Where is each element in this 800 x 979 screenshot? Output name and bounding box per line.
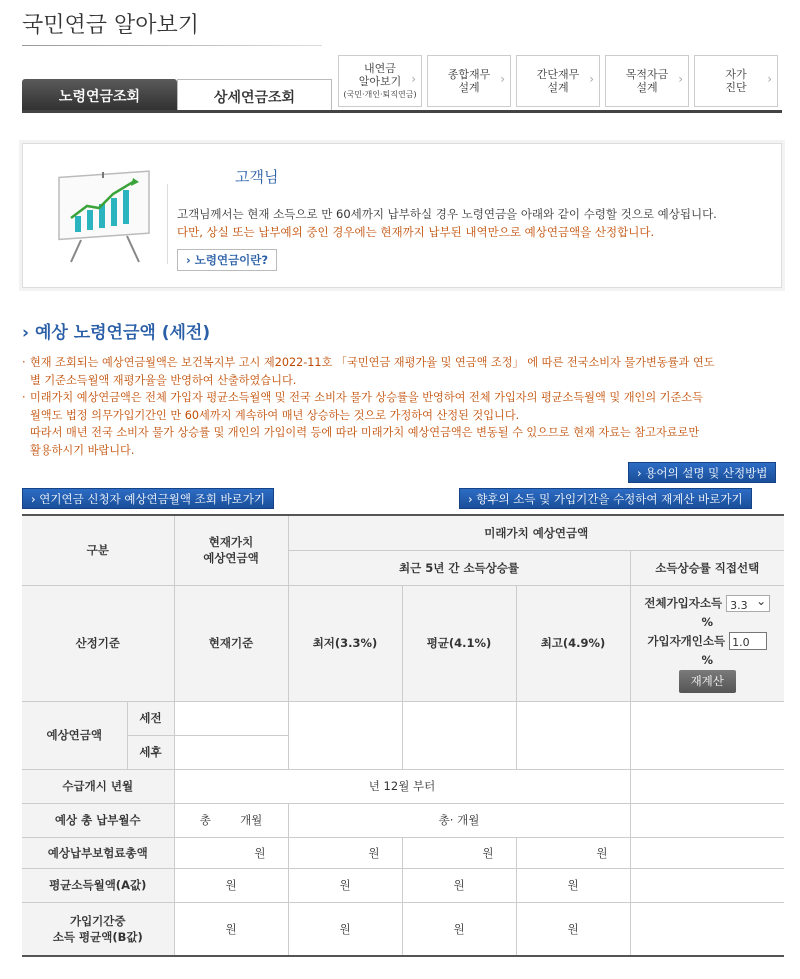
- subtab-label: 자가: [725, 68, 747, 81]
- header-current-basis: 현재기준: [174, 585, 288, 701]
- row-label-text: 가입기간중: [69, 913, 126, 928]
- note-item: · 미래가치 예상연금액은 전체 가입자 평균소득월액 및 전국 소비자 물가 상승률을 반영하여 전체 가입자의 평균소득월액 및 개인의 기준소득: [22, 389, 784, 407]
- header-category: 구분: [22, 515, 174, 585]
- row-start-date: 수급개시 년월: [22, 769, 174, 803]
- subtab-label: 간단재무: [536, 68, 580, 81]
- customer-name: 고객님: [235, 168, 279, 186]
- deferred-pension-link-button[interactable]: › 연기연금 신청자 예상연금월액 조회 바로가기: [22, 488, 274, 509]
- cell: [402, 701, 516, 769]
- cell-text: 총: [199, 813, 211, 827]
- recalculate-button[interactable]: 재계산: [679, 670, 736, 693]
- customer-info-box: [22, 143, 782, 288]
- all-subscriber-income-label: 전체가입자소득: [644, 595, 723, 610]
- months-current: [174, 803, 288, 837]
- cell: 원: [288, 837, 402, 868]
- personal-income-rate-input[interactable]: 1.0: [729, 632, 767, 650]
- cell: [288, 701, 402, 769]
- section-title: [22, 318, 210, 343]
- percent-label: %: [701, 614, 714, 629]
- direct-select-panel: [630, 585, 784, 701]
- subtab-self-diagnosis[interactable]: [694, 55, 778, 107]
- cell: [516, 701, 630, 769]
- subtab-my-pension[interactable]: [338, 55, 422, 107]
- cell: [630, 837, 784, 868]
- info-warning: 다만, 상실 또는 납부예외 중인 경우에는 현재까지 납부된 내역만으로 예상연금액을 산정합니다.: [177, 225, 655, 239]
- pension-table: [22, 514, 784, 957]
- what-is-pension-button[interactable]: › 노령연금이란?: [177, 249, 277, 271]
- cell: [174, 701, 288, 735]
- info-text: 고객님께서는 현재 소득으로 만 60세까지 납부하실 경우 노령연금을 아래와 같이 수령할 것으로 예상됩니다.: [177, 207, 717, 221]
- header-basis: 산정기준: [22, 585, 174, 701]
- row-total-premium: 예상납부보험료총액: [22, 837, 174, 868]
- subtab-label: 목적자금: [625, 68, 669, 81]
- chevron-right-icon: ›: [500, 72, 505, 86]
- row-avg-income-b: [22, 902, 174, 956]
- header-current-value: [174, 515, 288, 585]
- months-future: 총· 개월: [288, 803, 630, 837]
- chevron-right-icon: ›: [678, 72, 683, 86]
- tab-detailed-pension[interactable]: 상세연금조회: [177, 79, 332, 113]
- subtab-label: 설계: [636, 81, 658, 94]
- chart-board-icon: [51, 164, 161, 264]
- chevron-right-icon: ›: [767, 72, 772, 86]
- row-label-text: 소득 평균액(B값): [52, 929, 143, 944]
- cell: 원: [516, 902, 630, 956]
- cell: [174, 735, 288, 769]
- tab-bar: [22, 55, 782, 113]
- note-item-cont: 따라서 매년 전국 소비자 물가 상승률 및 개인의 가입이력 등에 따라 미래가치 예상연금액은 변동될 수 있으므로 현재 자료는 참고자료로만: [30, 426, 700, 439]
- subtab-label: 내연금: [364, 61, 396, 75]
- cell: [630, 868, 784, 902]
- section-title-text: 예상 노령연금액 (세전): [34, 323, 211, 343]
- cell-text: 개월: [240, 813, 263, 827]
- cell: 원: [288, 868, 402, 902]
- start-date-value: 년 12월 부터: [174, 769, 630, 803]
- header-future-value: 미래가치 예상연금액: [288, 515, 784, 550]
- row-aftertax: 세후: [127, 735, 174, 769]
- cell: 원: [402, 868, 516, 902]
- tab-underline: [22, 110, 782, 113]
- cell: [630, 803, 784, 837]
- row-expected-pension: 예상연금액: [22, 701, 127, 769]
- cell: 원: [174, 837, 288, 868]
- note-item-cont: 별 기준소득월액 재평가율을 반영하여 산출하였습니다.: [30, 373, 297, 387]
- personal-income-label: 가입자개인소득: [647, 633, 726, 648]
- cell: 원: [174, 902, 288, 956]
- header-recent-income-rate: 최근 5년 간 소득상승률: [288, 550, 630, 585]
- subtab-label: 알아보기: [358, 74, 402, 88]
- cell: 원: [516, 868, 630, 902]
- row-total-months: 예상 총 납부월수: [22, 803, 174, 837]
- header-low: 최저(3.3%): [288, 585, 402, 701]
- subtab-label: 설계: [547, 81, 569, 94]
- cell: [630, 769, 784, 803]
- page-title: 국민연금 알아보기: [22, 13, 200, 38]
- subtab-sublabel: (국민·개인·퇴직연금): [343, 89, 417, 99]
- all-income-rate-select[interactable]: 3.3 ⌄: [726, 595, 770, 612]
- chevron-right-icon: ›: [411, 72, 416, 86]
- cell: [630, 902, 784, 956]
- chevron-right-icon: ›: [589, 72, 594, 86]
- cell: 원: [288, 902, 402, 956]
- percent-label: %: [701, 652, 714, 667]
- tab-old-age-pension[interactable]: 노령연금조회: [22, 79, 177, 113]
- title-divider: [22, 45, 322, 46]
- terms-explanation-button[interactable]: › 용어의 설명 및 산정방법: [628, 462, 776, 483]
- cell: [630, 701, 784, 769]
- subtab-simple-plan[interactable]: [516, 55, 600, 107]
- notes: [22, 354, 784, 459]
- note-item: · 현재 조회되는 예상연금월액은 보건복지부 고시 제2022-11호 「국민연금 재평가율 및 연금액 조정」 에 따른 전국소비자 물가변동률과 연도: [22, 354, 784, 372]
- subtab-label: 종합재무: [447, 68, 491, 81]
- header-text: 현재가치: [208, 535, 254, 550]
- row-pretax: 세전: [127, 701, 174, 735]
- row-avg-income-a: 평균소득월액(A값): [22, 868, 174, 902]
- header-avg: 평균(4.1%): [402, 585, 516, 701]
- divider: [167, 184, 168, 264]
- recalculate-link-button[interactable]: › 향후의 소득 및 가입기간을 수정하여 재계산 바로가기: [459, 488, 752, 509]
- cell: 원: [402, 837, 516, 868]
- header-text: 예상연금액: [203, 551, 259, 566]
- subtab-label: 진단: [725, 81, 747, 94]
- header-high: 최고(4.9%): [516, 585, 630, 701]
- note-item-cont: 월액도 법정 의무가입기간인 만 60세까지 계속하여 매년 상승하는 것으로 가정하여 산정된 것입니다.: [30, 408, 520, 422]
- cell: 원: [174, 868, 288, 902]
- cell: 원: [402, 902, 516, 956]
- header-direct-select: 소득상승률 직접선택: [630, 550, 784, 585]
- subtab-comprehensive-plan[interactable]: [427, 55, 511, 107]
- cell: 원: [516, 837, 630, 868]
- chevron-right-icon: ›: [22, 323, 30, 343]
- subtab-label: 설계: [458, 81, 480, 94]
- subtab-purpose-fund[interactable]: [605, 55, 689, 107]
- note-item-cont: 활용하시기 바랍니다.: [30, 443, 135, 457]
